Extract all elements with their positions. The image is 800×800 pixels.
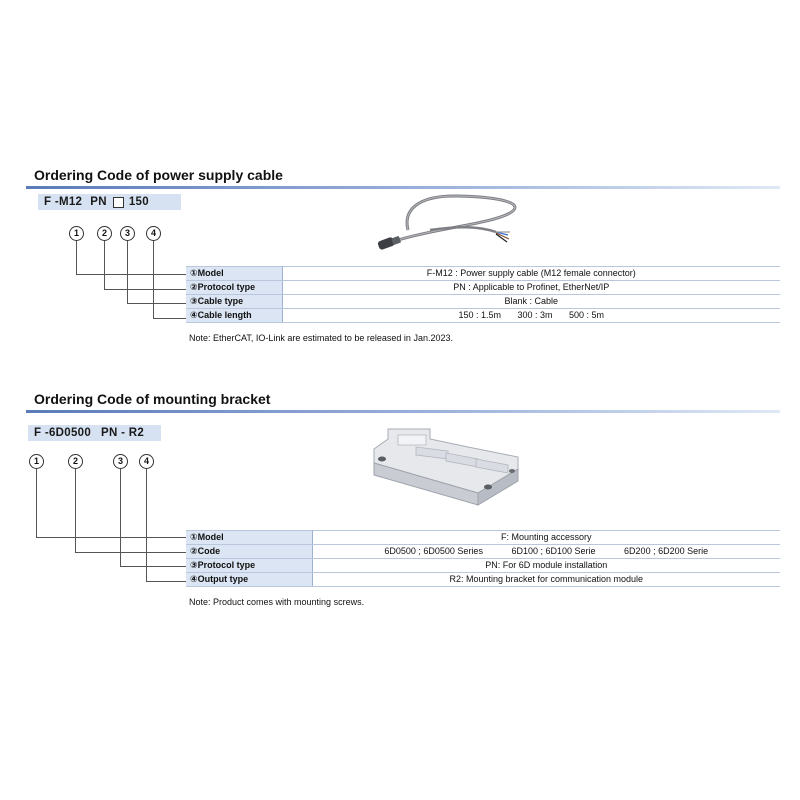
row-value: R2: Mounting bracket for communication module — [312, 573, 780, 587]
marker-2: 2 — [68, 454, 83, 469]
leader-line — [104, 241, 105, 289]
row-value: F: Mounting accessory — [312, 531, 780, 545]
leader-line — [76, 241, 77, 274]
table-row — [186, 295, 780, 309]
row-label: ④Output type — [186, 573, 312, 587]
row-value — [282, 309, 780, 323]
mounting-bracket-icon — [368, 425, 528, 510]
ordering-code-cable — [38, 194, 181, 210]
code-option: 6D200 ; 6D200 Serie — [624, 546, 709, 556]
note-power-cable: Note: EtherCAT, IO-Link are estimated to be released in Jan.2023. — [189, 333, 453, 343]
row-label: ④Cable length — [186, 309, 282, 323]
row-label: ①Model — [186, 267, 282, 281]
code-option: 6D100 ; 6D100 Serie — [511, 546, 596, 556]
length-option: 500 : 5m — [569, 310, 605, 320]
table-row — [186, 573, 780, 587]
spec-table-power-cable — [186, 266, 780, 323]
row-label: ③Protocol type — [186, 559, 312, 573]
title-rule — [26, 186, 780, 189]
row-value: PN: For 6D module installation — [312, 559, 780, 573]
code-option: 6D0500 ; 6D0500 Series — [384, 546, 483, 556]
marker-1: 1 — [29, 454, 44, 469]
leader-line — [153, 241, 154, 318]
leader-line — [127, 303, 186, 304]
leader-line — [104, 289, 186, 290]
power-supply-cable-icon — [368, 190, 528, 260]
leader-line — [75, 552, 186, 553]
note-mounting-bracket: Note: Product comes with mounting screws. — [189, 597, 365, 607]
code-part-model: F -M12 — [44, 196, 83, 208]
length-option: 300 : 3m — [517, 310, 553, 320]
cable-type-blank-box — [113, 197, 124, 208]
table-row — [186, 309, 780, 323]
section-title-power-cable: Ordering Code of power supply cable — [34, 167, 283, 183]
row-value: PN : Applicable to Profinet, EtherNet/IP — [282, 281, 780, 295]
row-value: Blank : Cable — [282, 295, 780, 309]
leader-line — [76, 274, 186, 275]
section-title-mounting-bracket: Ordering Code of mounting bracket — [34, 391, 271, 407]
row-value — [312, 545, 780, 559]
marker-1: 1 — [69, 226, 84, 241]
leader-line — [146, 581, 186, 582]
title-rule — [26, 410, 780, 413]
code-part-protocol-output: PN - R2 — [101, 427, 145, 439]
table-row — [186, 531, 780, 545]
code-part-model-code: F -6D0500 — [34, 427, 92, 439]
marker-2: 2 — [97, 226, 112, 241]
table-row — [186, 267, 780, 281]
marker-4: 4 — [146, 226, 161, 241]
leader-line — [153, 318, 186, 319]
ordering-code-bracket — [28, 425, 161, 441]
row-label: ②Protocol type — [186, 281, 282, 295]
marker-3: 3 — [113, 454, 128, 469]
marker-3: 3 — [120, 226, 135, 241]
leader-line — [75, 469, 76, 552]
length-option: 150 : 1.5m — [458, 310, 501, 320]
leader-line — [120, 469, 121, 566]
spec-table-mounting-bracket — [186, 530, 780, 587]
row-label: ①Model — [186, 531, 312, 545]
row-label: ②Code — [186, 545, 312, 559]
table-row — [186, 559, 780, 573]
row-label: ③Cable type — [186, 295, 282, 309]
marker-4: 4 — [139, 454, 154, 469]
table-row — [186, 281, 780, 295]
leader-line — [120, 566, 186, 567]
table-row — [186, 545, 780, 559]
leader-line — [146, 469, 147, 581]
leader-line — [127, 241, 128, 303]
leader-line — [36, 469, 37, 537]
code-part-protocol: PN — [90, 196, 107, 208]
row-value: F-M12 : Power supply cable (M12 female connector) — [282, 267, 780, 281]
leader-line — [36, 537, 186, 538]
code-part-length: 150 — [128, 196, 149, 208]
